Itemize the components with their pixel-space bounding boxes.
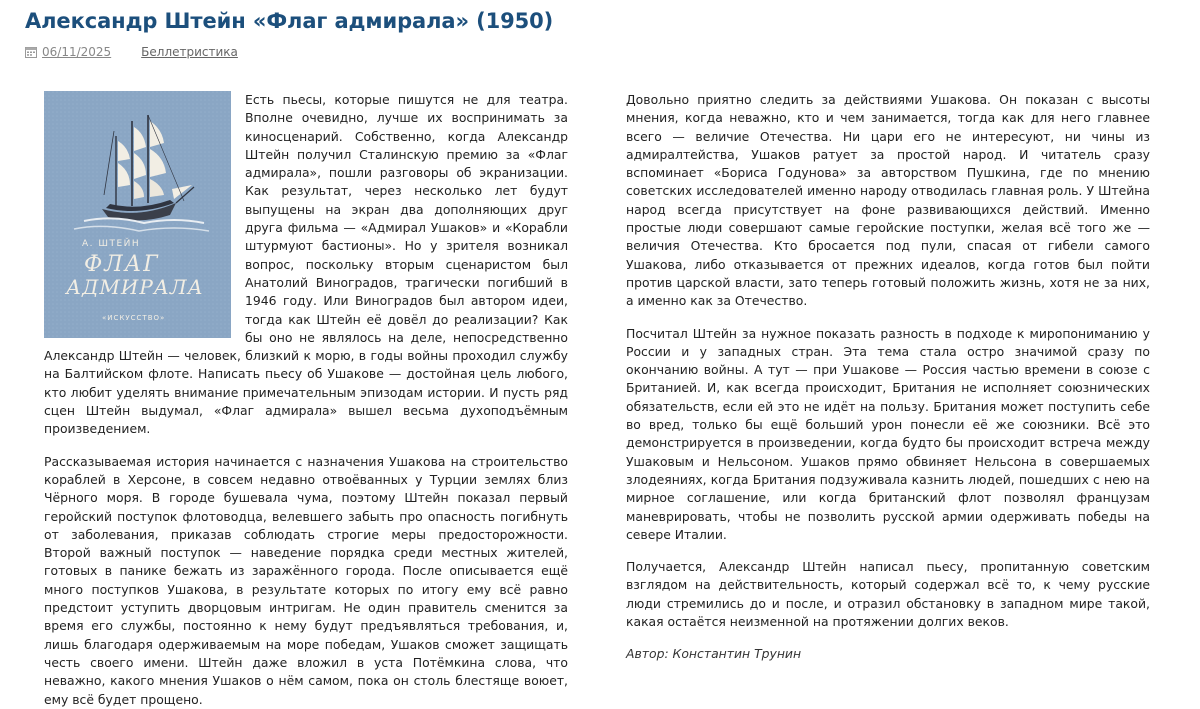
left-paragraph-1: Есть пьесы, которые пишутся не для театра. Вполне очевидно, лучше их воспринимать за киносценарий. Собственно, когда Александр Штейн получил Сталинскую премию за «Флаг адмирала», пошли разговоры об экранизации. Как результат, через несколько лет будут выпущены на экран два дополняющих друг друга фильма — «Адмирал Ушаков» и «Корабли штурмуют бастионы». Но у зрителя возникал вопрос, поскольку вторым сценаристом был Анатолий Виноградов, трагически погибший в 1946 году. Или Виноградов был автором идеи, тогда как Штейн её довёл до реализации? Как бы оно не являлось на деле, непосредственно Александр Штейн — человек, близкий к морю, в годы войны проходил службу на Балтийском флоте. Написать пьесу об Ушакове — достойная цель любого, кто любит уделять внимание примечательным эпизодам истории. И пусть ряд сцен Штейн выдумал, «Флаг адмирала» вышел весьма духоподъёмным произведением. (44, 92, 568, 437)
right-paragraph-2: Посчитал Штейн за нужное показать разность в подходе к миропониманию у России и у западных стран. Эта тема стала остро значимой сразу по окончанию войны. А тут — при Ушакове — Россия частью времени в союзе с Британией. И, как всегда происходит, Британия не исполняет союзнических обязательств, если ей это не идёт на пользу. Британия может поступить себе во вред, только бы ещё больший урон понесли её же союзники. Всё это демонстрируется в произведении, когда будто бы происходит встреча между Ушаковым и Нельсоном. Ушаков прямо обвиняет Нельсона в совершаемых злодеяниях, когда Британия подзуживала казнить людей, пошедших с нею на мирное соглашение, или когда британский флот позволял французам маневрировать, чтобы не позволить русской армии одерживать победы на севере Италии. (626, 325, 1150, 542)
article-title[interactable]: Александр Штейн «Флаг адмирала» (1950) (25, 9, 554, 33)
right-paragraph-1: Довольно приятно следить за действиями Ушакова. Он показан с высоты мнения, когда неважно, кто и чем занимается, тогда как для него главнее всего — величие Отечества. Ни цари его не интересуют, ни чины из адмиралтейства, Ушаков ратует за простой народ. И читатель сразу вспоминает «Бориса Годунова» за авторством Пушкина, где по мнению советских исследователей именно народу отводилась главная роль. У Штейна народ всегда присутствует на фоне развивающихся действий. Именно простые люди совершают самые геройские поступки, желая всё того же — величия Отечества. Кто бросается под пули, спасая от гибели самого Ушакова, либо отказывается от прежних идеалов, когда готов был пойти против царской власти, зато теперь готовый положить жизнь, хотя не за них, а именно как за Отечество. (626, 92, 1150, 309)
left-paragraph-2: Рассказываемая история начинается с назначения Ушакова на строительство кораблей в Херсоне, в совсем недавно отвоёванных у Турции землях близ Чёрного моря. В городе бушевала чума, поэтому Штейн показал первый геройский поступок флотоводца, велевшего забыть про опасность погибнуть от заболевания, приказав соблюдать строгие меры предосторожности. Второй важный поступок — наведение порядка среди местных жителей, готовых в панике бежать из заражённого города. После описывается ещё много поступков Ушакова, в результате которых по итогу ему всё равно предстоит уступить дворцовым интригам. Не один правитель сменится за время его службы, постоянно к нему будут предъявляться требования, и, лишь благодаря одерживаемым на море победам, Ушаков сможет защищать честь своего имени. Штейн даже вложил в уста Потёмкина слова, что неважно, какого мнения Ушаков о нём самом, пока он столь блестяще воюет, ему всё будет прощено. (44, 453, 568, 707)
cover-author-text: А. ШТЕЙН (82, 239, 141, 249)
post-date-link[interactable]: 06/11/2025 (42, 45, 112, 59)
left-column (44, 91, 568, 709)
book-cover-image[interactable] (44, 91, 231, 338)
author-credit: Автор: Константин Трунин (626, 646, 802, 662)
book-cover-art (44, 91, 231, 338)
category-link[interactable]: Беллетристика (141, 45, 238, 59)
cover-title-line2: АДМИРАЛА (66, 275, 204, 299)
article-meta (25, 45, 238, 59)
cover-publisher-text: «ИСКУССТВО» (102, 314, 166, 322)
calendar-icon (25, 46, 37, 58)
right-paragraph-3: Получается, Александр Штейн написал пьесу, пропитанную советским взглядом на действительность, который содержал всё то, к чему русские люди стремились до и после, и отразил обстановку в западном мире такой, какая остаётся неизменной на протяжении долгих веков. (626, 559, 1150, 630)
cover-title-line1: ФЛАГ (84, 252, 160, 277)
right-column (626, 91, 1150, 664)
